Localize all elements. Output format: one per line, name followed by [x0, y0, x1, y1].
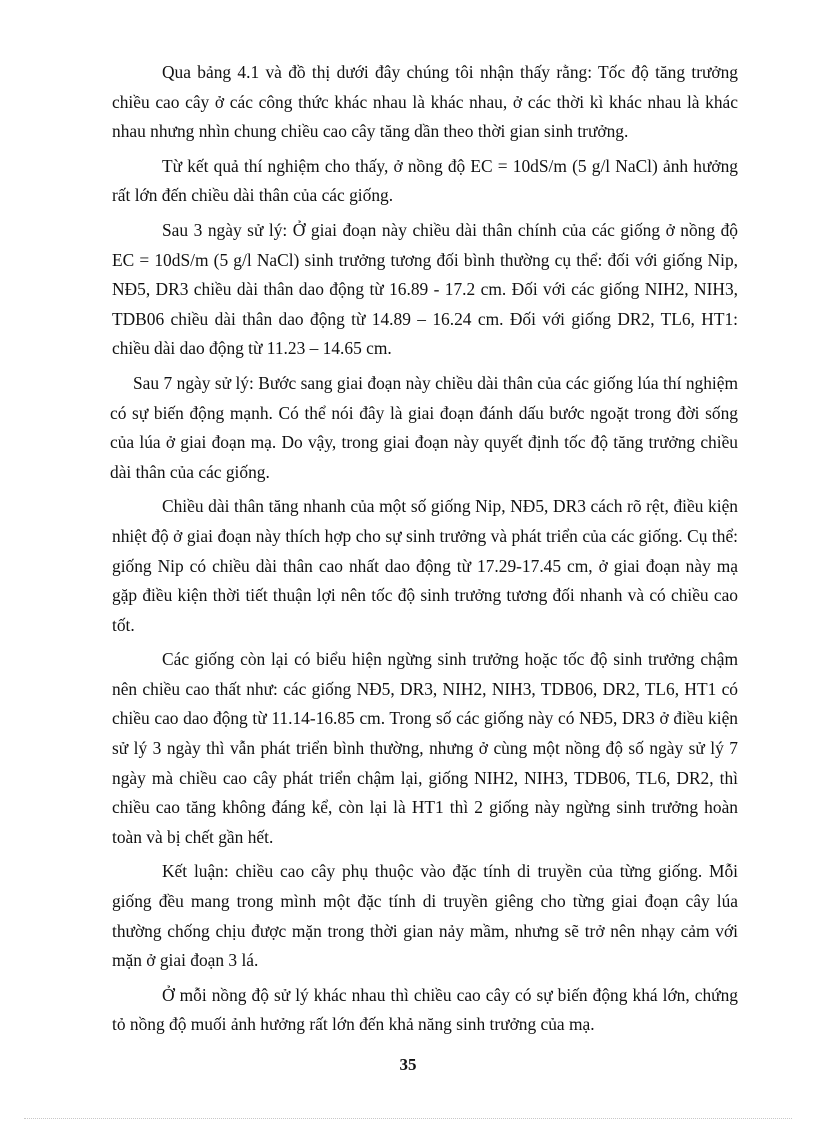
footer-divider: [24, 1118, 792, 1119]
body-text: [112, 58, 738, 1040]
paragraph-after-3-days: Sau 3 ngày sử lý: Ở giai đoạn này chiều dài thân chính của các giống ở nồng độ EC = 10dS/m (5 g/l NaCl) sinh trưởng tương đối bình thường cụ thể: đối với giống Nip, NĐ5, DR3 chiều dài thân dao động từ 16.89 - 17.2 cm. Đối với các giống NIH2, NIH3, TDB06 chiều dài thân dao động từ 14.89 – 16.24 cm. Đối với giống DR2, TL6, HT1: chiều dài dao động từ 11.23 – 14.65 cm.: [112, 219, 738, 359]
paragraph-growth-rate: Qua bảng 4.1 và đồ thị dưới đây chúng tôi nhận thấy rằng: Tốc độ tăng trưởng chiều cao cây ở các công thức khác nhau là khác nhau, ở các thời kì khác nhau là khác nhau nhưng nhìn chung chiều cao cây tăng dần theo thời gian sinh trưởng.: [112, 62, 738, 142]
paragraph-fast-growth: Chiều dài thân tăng nhanh của một số giống Nip, NĐ5, DR3 cách rõ rệt, điều kiện nhiệt độ ở giai đoạn này thích hợp cho sự sinh trưởng và phát triển của các giống. Cụ thể: giống Nip có chiều dài thân cao nhất dao động từ 17.29-17.45 cm, ở giai đoạn này mạ gặp điều kiện thời tiết thuận lợi nên tốc độ sinh trưởng tương đối nhanh và có chiều cao tốt.: [112, 496, 738, 635]
paragraph-remaining-varieties: Các giống còn lại có biểu hiện ngừng sinh trưởng hoặc tốc độ sinh trưởng chậm nên chiều cao thất như: các giống NĐ5, DR3, NIH2, NIH3, TDB06, DR2, TL6, HT1 có chiều cao dao động từ 11.14-16.85 cm. Trong số các giống này có NĐ5, DR3 ở điều kiện sử lý 3 ngày thì vẫn phát triển bình thường, nhưng ở cùng một nồng độ số ngày sử lý 7 ngày mà chiều cao cây phát triển chậm lại, giống NIH2, NIH3, TDB06, TL6, DR2, thì chiều cao tăng không đáng kể, còn lại là HT1 thì 2 giống này ngừng sinh trưởng hoàn toàn và bị chết gần hết.: [112, 649, 738, 847]
page-number: 35: [399, 1055, 417, 1074]
paragraph-after-7-days: Sau 7 ngày sử lý: Bước sang giai đoạn này chiều dài thân của các giống lúa thí nghiệm có sự biến động mạnh. Có thể nói đây là giai đoạn đánh dấu bước ngoặt trong đời sống của lúa ở giai đoạn mạ. Do vậy, trong giai đoạn này quyết định tốc độ tăng trưởng chiều dài thân của các giống.: [110, 372, 738, 482]
paragraph-conclusion: Kết luận: chiều cao cây phụ thuộc vào đặc tính di truyền của từng giống. Mỗi giống đều mang trong mình một đặc tính di truyền giêng cho từng giai đoạn cây lúa thường chống chịu được mặn trong thời gian nảy mầm, nhưng sẽ trở nên nhạy cảm với mặn ở giai đoạn 3 lá.: [112, 861, 738, 971]
paragraph-experiment-result: Từ kết quả thí nghiệm cho thấy, ở nồng độ EC = 10dS/m (5 g/l NaCl) ảnh hưởng rất lớn đến chiều dài thân của các giống.: [112, 155, 738, 206]
paragraph-concentration-effect: Ở mỗi nồng độ sử lý khác nhau thì chiều cao cây có sự biến động khá lớn, chứng tỏ nồng độ muối ảnh hưởng rất lớn đến khả năng sinh trưởng của mạ.: [112, 984, 738, 1035]
